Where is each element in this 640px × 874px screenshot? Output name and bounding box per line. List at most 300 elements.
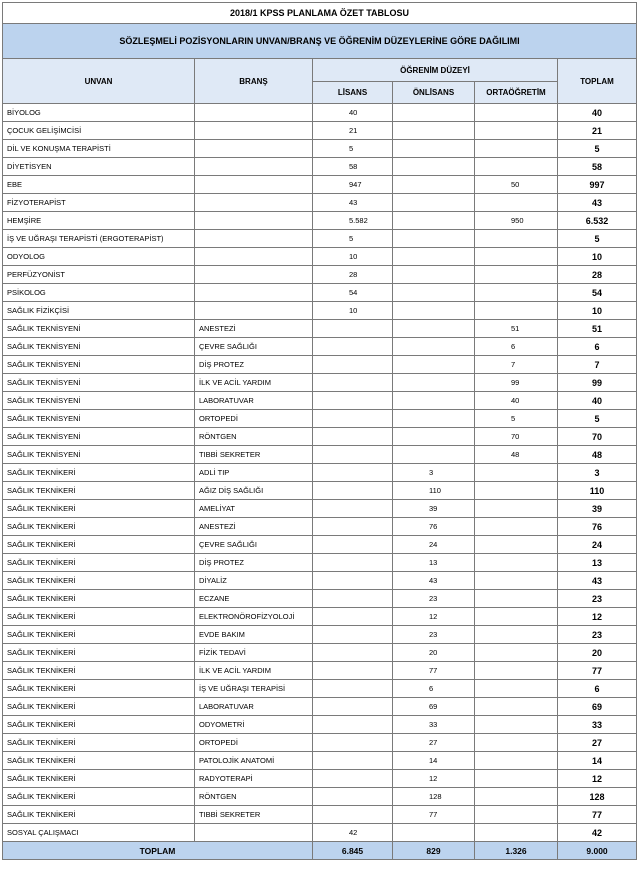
cell-unvan: ODYOLOG [3,248,195,266]
cell-onlisans: 43 [393,572,475,590]
cell-brans: FİZİK TEDAVİ [195,644,313,662]
cell-brans: ADLİ TIP [195,464,313,482]
cell-brans: İŞ VE UĞRAŞI TERAPİSİ [195,680,313,698]
total-toplam: 9.000 [558,842,637,860]
cell-ortaogretim [475,590,558,608]
cell-brans: ORTOPEDİ [195,410,313,428]
cell-toplam: 70 [558,428,637,446]
cell-toplam: 7 [558,356,637,374]
cell-unvan: SAĞLIK TEKNİSYENİ [3,320,195,338]
table-row [3,140,637,158]
cell-brans [195,302,313,320]
table-row [3,266,637,284]
table-subtitle: SÖZLEŞMELİ POZİSYONLARIN UNVAN/BRANŞ VE ÖĞRENİM DÜZEYLERİNE GÖRE DAĞILIMI [3,24,637,59]
cell-lisans: 5.582 [313,212,393,230]
table-row [3,482,637,500]
cell-brans: AMELİYAT [195,500,313,518]
cell-ortaogretim [475,248,558,266]
cell-lisans [313,590,393,608]
table-row [3,428,637,446]
cell-brans: PATOLOJİK ANATOMİ [195,752,313,770]
cell-ortaogretim [475,158,558,176]
cell-lisans [313,428,393,446]
table-row [3,680,637,698]
cell-lisans [313,518,393,536]
cell-toplam: 77 [558,806,637,824]
cell-lisans [313,662,393,680]
cell-unvan: PERFÜZYONİST [3,266,195,284]
cell-onlisans: 27 [393,734,475,752]
cell-brans: DİŞ PROTEZ [195,356,313,374]
cell-onlisans [393,230,475,248]
total-onlisans: 829 [393,842,475,860]
cell-onlisans: 39 [393,500,475,518]
cell-lisans: 40 [313,104,393,122]
cell-lisans: 28 [313,266,393,284]
table-row [3,788,637,806]
cell-onlisans: 77 [393,662,475,680]
cell-unvan: SAĞLIK TEKNİKERİ [3,716,195,734]
cell-ortaogretim [475,536,558,554]
page-title: 2018/1 KPSS PLANLAMA ÖZET TABLOSU [3,3,637,24]
cell-lisans: 10 [313,248,393,266]
table-row [3,302,637,320]
cell-toplam: 58 [558,158,637,176]
cell-brans: RÖNTGEN [195,788,313,806]
cell-onlisans: 128 [393,788,475,806]
cell-brans [195,248,313,266]
cell-lisans [313,374,393,392]
cell-onlisans [393,176,475,194]
cell-onlisans [393,320,475,338]
table-row [3,626,637,644]
cell-unvan: SAĞLIK TEKNİKERİ [3,590,195,608]
cell-toplam: 6.532 [558,212,637,230]
cell-unvan: SAĞLIK TEKNİKERİ [3,482,195,500]
cell-toplam: 6 [558,338,637,356]
cell-onlisans [393,356,475,374]
table-row [3,392,637,410]
cell-ortaogretim [475,806,558,824]
cell-unvan: DİL VE KONUŞMA TERAPİSTİ [3,140,195,158]
cell-ortaogretim [475,644,558,662]
cell-lisans [313,680,393,698]
header-toplam: TOPLAM [558,59,637,104]
total-lisans: 6.845 [313,842,393,860]
cell-ortaogretim [475,122,558,140]
cell-toplam: 10 [558,302,637,320]
cell-onlisans: 20 [393,644,475,662]
cell-brans: ECZANE [195,590,313,608]
cell-ortaogretim [475,626,558,644]
cell-brans: İLK VE ACİL YARDIM [195,662,313,680]
cell-brans: LABORATUVAR [195,698,313,716]
cell-unvan: DİYETİSYEN [3,158,195,176]
cell-lisans: 43 [313,194,393,212]
cell-onlisans [393,428,475,446]
header-brans: BRANŞ [195,59,313,104]
cell-toplam: 24 [558,536,637,554]
cell-unvan: SAĞLIK TEKNİKERİ [3,662,195,680]
cell-onlisans: 23 [393,626,475,644]
cell-brans: TIBBİ SEKRETER [195,446,313,464]
cell-ortaogretim [475,770,558,788]
table-row [3,554,637,572]
cell-onlisans [393,212,475,230]
cell-ortaogretim [475,230,558,248]
cell-unvan: SAĞLIK TEKNİKERİ [3,806,195,824]
cell-toplam: 23 [558,626,637,644]
cell-lisans [313,338,393,356]
cell-lisans [313,392,393,410]
cell-onlisans: 12 [393,608,475,626]
table-row [3,662,637,680]
table-row [3,194,637,212]
cell-unvan: SAĞLIK TEKNİKERİ [3,536,195,554]
cell-toplam: 40 [558,392,637,410]
cell-ortaogretim [475,464,558,482]
cell-brans [195,824,313,842]
cell-lisans [313,752,393,770]
cell-lisans: 10 [313,302,393,320]
cell-brans [195,104,313,122]
cell-toplam: 12 [558,770,637,788]
table-row [3,464,637,482]
table-row [3,176,637,194]
cell-onlisans: 24 [393,536,475,554]
cell-ortaogretim [475,716,558,734]
cell-lisans [313,500,393,518]
cell-unvan: SAĞLIK TEKNİSYENİ [3,410,195,428]
table-row [3,410,637,428]
table-row [3,806,637,824]
cell-onlisans [393,374,475,392]
cell-lisans [313,698,393,716]
table-row [3,608,637,626]
cell-unvan: FİZYOTERAPİST [3,194,195,212]
table-row [3,536,637,554]
table-row [3,446,637,464]
cell-brans [195,122,313,140]
cell-ortaogretim: 40 [475,392,558,410]
cell-lisans [313,806,393,824]
cell-brans: İLK VE ACİL YARDIM [195,374,313,392]
cell-toplam: 10 [558,248,637,266]
cell-toplam: 21 [558,122,637,140]
cell-ortaogretim [475,500,558,518]
cell-brans [195,266,313,284]
cell-toplam: 76 [558,518,637,536]
cell-lisans [313,536,393,554]
cell-onlisans [393,446,475,464]
header-ogrenim-duzeyi: ÖĞRENİM DÜZEYİ [313,59,558,82]
cell-onlisans: 13 [393,554,475,572]
cell-toplam: 27 [558,734,637,752]
cell-onlisans: 12 [393,770,475,788]
cell-toplam: 14 [558,752,637,770]
cell-ortaogretim [475,554,558,572]
cell-unvan: BİYOLOG [3,104,195,122]
cell-lisans [313,356,393,374]
cell-onlisans [393,140,475,158]
cell-brans: ODYOMETRİ [195,716,313,734]
cell-ortaogretim [475,302,558,320]
cell-lisans [313,410,393,428]
cell-ortaogretim: 51 [475,320,558,338]
cell-lisans [313,608,393,626]
cell-unvan: SAĞLIK TEKNİKERİ [3,734,195,752]
table-row [3,374,637,392]
cell-onlisans [393,248,475,266]
cell-unvan: SAĞLIK TEKNİSYENİ [3,374,195,392]
cell-toplam: 6 [558,680,637,698]
cell-toplam: 3 [558,464,637,482]
cell-lisans [313,446,393,464]
table-row [3,734,637,752]
table-row [3,572,637,590]
cell-unvan: SAĞLIK TEKNİKERİ [3,752,195,770]
table-row [3,824,637,842]
cell-brans: ORTOPEDİ [195,734,313,752]
cell-lisans: 5 [313,140,393,158]
cell-brans: ÇEVRE SAĞLIĞI [195,338,313,356]
cell-lisans [313,482,393,500]
cell-toplam: 128 [558,788,637,806]
cell-lisans [313,626,393,644]
cell-unvan: SOSYAL ÇALIŞMACI [3,824,195,842]
cell-brans [195,230,313,248]
table-row [3,590,637,608]
cell-unvan: SAĞLIK TEKNİSYENİ [3,392,195,410]
cell-lisans [313,788,393,806]
cell-toplam: 43 [558,572,637,590]
cell-toplam: 77 [558,662,637,680]
table-row [3,338,637,356]
table-row [3,320,637,338]
cell-toplam: 12 [558,608,637,626]
cell-brans: AĞIZ DİŞ SAĞLIĞI [195,482,313,500]
cell-unvan: HEMŞİRE [3,212,195,230]
cell-ortaogretim [475,752,558,770]
cell-unvan: SAĞLIK TEKNİKERİ [3,680,195,698]
cell-toplam: 13 [558,554,637,572]
table-row [3,356,637,374]
cell-lisans: 54 [313,284,393,302]
table-row [3,770,637,788]
cell-unvan: SAĞLIK TEKNİKERİ [3,464,195,482]
cell-ortaogretim [475,698,558,716]
cell-onlisans [393,338,475,356]
cell-ortaogretim [475,824,558,842]
table-row [3,104,637,122]
cell-onlisans: 3 [393,464,475,482]
table-row [3,122,637,140]
totals-label: TOPLAM [3,842,313,860]
cell-onlisans [393,158,475,176]
cell-ortaogretim: 48 [475,446,558,464]
cell-brans: ANESTEZİ [195,320,313,338]
total-ortaogretim: 1.326 [475,842,558,860]
table-body [3,104,637,842]
cell-ortaogretim: 70 [475,428,558,446]
cell-onlisans: 69 [393,698,475,716]
cell-toplam: 5 [558,230,637,248]
cell-lisans [313,572,393,590]
table-row [3,518,637,536]
cell-unvan: SAĞLIK TEKNİKERİ [3,554,195,572]
cell-lisans: 947 [313,176,393,194]
cell-onlisans [393,266,475,284]
cell-toplam: 110 [558,482,637,500]
cell-toplam: 28 [558,266,637,284]
table-row [3,212,637,230]
cell-ortaogretim [475,662,558,680]
cell-unvan: SAĞLIK FİZİKÇİSİ [3,302,195,320]
cell-toplam: 23 [558,590,637,608]
cell-lisans [313,464,393,482]
cell-onlisans: 23 [393,590,475,608]
cell-brans: TIBBİ SEKRETER [195,806,313,824]
table-row [3,644,637,662]
cell-onlisans: 77 [393,806,475,824]
cell-brans: ÇEVRE SAĞLIĞI [195,536,313,554]
cell-ortaogretim [475,608,558,626]
cell-toplam: 42 [558,824,637,842]
header-ortaogretim: ORTAÖĞRETİM [475,82,558,104]
cell-unvan: SAĞLIK TEKNİKERİ [3,572,195,590]
cell-unvan: SAĞLIK TEKNİKERİ [3,626,195,644]
cell-toplam: 5 [558,410,637,428]
header-lisans: LİSANS [313,82,393,104]
table-row [3,752,637,770]
cell-brans: ANESTEZİ [195,518,313,536]
cell-onlisans [393,392,475,410]
cell-onlisans: 6 [393,680,475,698]
cell-ortaogretim [475,572,558,590]
cell-brans: ELEKTRONÖROFİZYOLOJİ [195,608,313,626]
cell-ortaogretim [475,680,558,698]
cell-unvan: SAĞLIK TEKNİSYENİ [3,446,195,464]
cell-lisans: 5 [313,230,393,248]
cell-toplam: 54 [558,284,637,302]
cell-toplam: 39 [558,500,637,518]
table-row [3,500,637,518]
cell-unvan: SAĞLIK TEKNİSYENİ [3,428,195,446]
table-row [3,716,637,734]
table-row [3,158,637,176]
cell-lisans: 58 [313,158,393,176]
summary-sheet [2,2,636,860]
cell-brans: DİYALİZ [195,572,313,590]
cell-ortaogretim [475,734,558,752]
cell-unvan: EBE [3,176,195,194]
cell-brans: LABORATUVAR [195,392,313,410]
cell-brans: DİŞ PROTEZ [195,554,313,572]
cell-onlisans: 76 [393,518,475,536]
cell-ortaogretim [475,194,558,212]
cell-unvan: İŞ VE UĞRAŞI TERAPİSTİ (ERGOTERAPİST) [3,230,195,248]
cell-unvan: SAĞLIK TEKNİKERİ [3,500,195,518]
cell-lisans [313,644,393,662]
cell-onlisans [393,284,475,302]
cell-brans [195,194,313,212]
cell-unvan: SAĞLIK TEKNİSYENİ [3,356,195,374]
cell-brans: RADYOTERAPİ [195,770,313,788]
table-row [3,230,637,248]
cell-unvan: SAĞLIK TEKNİKERİ [3,644,195,662]
cell-lisans [313,554,393,572]
cell-ortaogretim: 6 [475,338,558,356]
cell-lisans: 21 [313,122,393,140]
cell-onlisans [393,824,475,842]
cell-onlisans [393,302,475,320]
cell-onlisans [393,122,475,140]
cell-toplam: 99 [558,374,637,392]
cell-unvan: SAĞLIK TEKNİKERİ [3,788,195,806]
cell-lisans [313,734,393,752]
cell-brans [195,284,313,302]
cell-toplam: 51 [558,320,637,338]
cell-toplam: 43 [558,194,637,212]
cell-toplam: 20 [558,644,637,662]
cell-onlisans: 33 [393,716,475,734]
summary-table [2,2,637,860]
cell-brans [195,158,313,176]
header-onlisans: ÖNLİSANS [393,82,475,104]
cell-toplam: 33 [558,716,637,734]
cell-toplam: 997 [558,176,637,194]
cell-toplam: 40 [558,104,637,122]
table-row [3,698,637,716]
table-row [3,248,637,266]
cell-onlisans: 14 [393,752,475,770]
cell-ortaogretim [475,284,558,302]
totals-row [3,842,637,860]
cell-ortaogretim: 7 [475,356,558,374]
cell-lisans: 42 [313,824,393,842]
cell-onlisans [393,194,475,212]
cell-unvan: SAĞLIK TEKNİKERİ [3,770,195,788]
cell-ortaogretim [475,518,558,536]
cell-unvan: SAĞLIK TEKNİKERİ [3,608,195,626]
cell-lisans [313,320,393,338]
cell-ortaogretim: 99 [475,374,558,392]
cell-ortaogretim [475,266,558,284]
cell-onlisans [393,104,475,122]
cell-lisans [313,770,393,788]
cell-ortaogretim [475,104,558,122]
cell-onlisans [393,410,475,428]
cell-unvan: PSİKOLOG [3,284,195,302]
cell-ortaogretim [475,140,558,158]
cell-lisans [313,716,393,734]
header-unvan: UNVAN [3,59,195,104]
cell-unvan: ÇOCUK GELİŞİMCİSİ [3,122,195,140]
cell-ortaogretim: 50 [475,176,558,194]
cell-ortaogretim: 5 [475,410,558,428]
cell-brans: EVDE BAKIM [195,626,313,644]
cell-toplam: 5 [558,140,637,158]
cell-brans [195,212,313,230]
cell-toplam: 48 [558,446,637,464]
cell-ortaogretim: 950 [475,212,558,230]
cell-ortaogretim [475,482,558,500]
cell-unvan: SAĞLIK TEKNİKERİ [3,698,195,716]
cell-unvan: SAĞLIK TEKNİSYENİ [3,338,195,356]
cell-onlisans: 110 [393,482,475,500]
cell-unvan: SAĞLIK TEKNİKERİ [3,518,195,536]
cell-brans: RÖNTGEN [195,428,313,446]
